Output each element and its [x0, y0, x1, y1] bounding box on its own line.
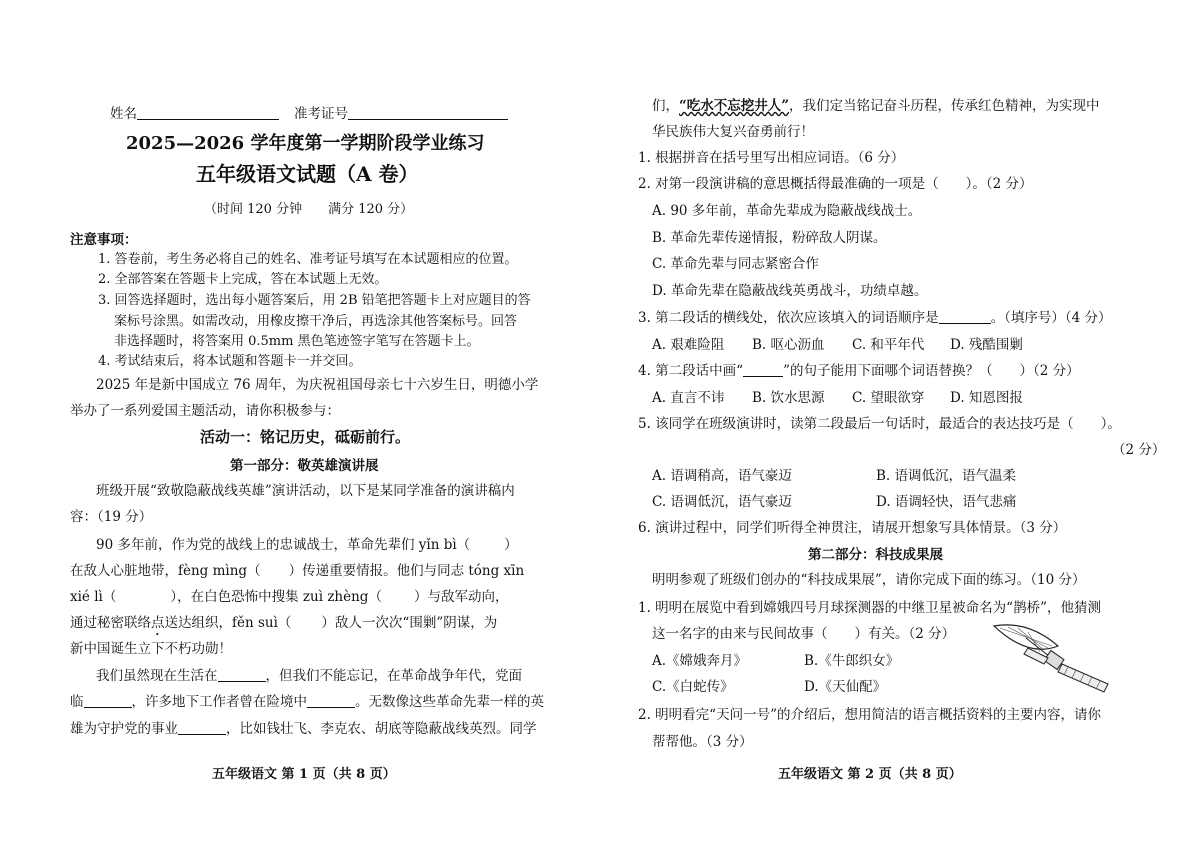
- speech-para2-line: 临 ，许多地下工作者曾在险境中 。无数像这些革命先辈一样的英: [70, 694, 544, 710]
- exam-title: 2025—2026 学年度第一学期阶段学业练习: [126, 133, 485, 154]
- option: C.《白蛇传》: [652, 679, 734, 695]
- option: B. 语调低沉，语气温柔: [876, 468, 1017, 484]
- option: A. 直言不讳: [652, 390, 725, 406]
- part1-desc: 容：（19 分）: [70, 509, 153, 525]
- blank-line: [307, 693, 355, 708]
- speech-para2-line: 我们虽然现在生活在 ，但我们不能忘记，在革命战争年代，党面: [96, 668, 522, 684]
- part2-question-1-cont: 这一名字的由来与民间故事（ ）有关。（2 分）: [652, 626, 956, 642]
- option: A. 艰难险阻: [652, 337, 725, 353]
- option: C. 语调低沉，语气豪迈: [652, 494, 792, 510]
- option: D. 革命先辈在隐蔽战线英勇战斗，功绩卓越。: [652, 283, 928, 299]
- option: D. 残酷围剿: [950, 337, 1023, 353]
- option: C. 和平年代: [852, 337, 925, 353]
- exam-id-blank: [348, 105, 508, 120]
- page-footer: 五年级语文 第 1 页（共 8 页）: [212, 767, 396, 782]
- name-blank: [137, 105, 279, 120]
- blank-line: [178, 720, 226, 735]
- option: B. 呕心沥血: [752, 337, 825, 353]
- question-5-points: （2 分）: [1112, 442, 1166, 458]
- question-4: 4. 第二段话中画“ ”的句子能用下面哪个词语替换？（ ）（2 分）: [638, 363, 1080, 379]
- question-1: 1. 根据拼音在括号里写出相应词语。（6 分）: [638, 150, 905, 166]
- intro-line: 2025 年是新中国成立 76 周年，为庆祝祖国母亲七十六岁生日，明德小学: [96, 377, 539, 393]
- notes-heading: 注意事项：: [70, 232, 138, 248]
- question-3: 3. 第二段话的横线处，依次应该填入的词语顺序是 。（填序号）（4 分）: [638, 310, 1112, 326]
- blank-line: [743, 362, 783, 377]
- note-item: 案标号涂黑。如需改动，用橡皮擦干净后，再选涂其他答案标号。回答: [114, 314, 518, 329]
- speech-continued-line: 华民族伟大复兴奋勇前行！: [652, 124, 814, 140]
- exam-meta: （时间 120 分钟 满分 120 分）: [204, 202, 414, 217]
- note-item: 4. 考试结束后，将本试题和答题卡一并交回。: [98, 354, 362, 369]
- note-item: 2. 全部答案在答题卡上完成，答在本试题上无效。: [98, 272, 388, 287]
- blank-line: [84, 693, 132, 708]
- question-2: 2. 对第一段演讲稿的意思概括得最准确的一项是（ ）。（2 分）: [638, 176, 1033, 192]
- option: C. 望眼欲穿: [852, 390, 925, 406]
- exam-id-line: [294, 104, 508, 124]
- satellite-icon: [988, 618, 1118, 698]
- option: A. 语调稍高，语气豪迈: [652, 468, 792, 484]
- part2-question-2: 2. 明明看完“天问一号”的介绍后，想用简洁的语言概括资料的主要内容，请你: [638, 707, 1101, 723]
- question-6: 6. 演讲过程中，同学们听得全神贯注，请展开想象写具体情景。（3 分）: [638, 520, 1067, 536]
- option: B. 饮水思源: [752, 390, 825, 406]
- activity-title: 活动一：铭记历史，砥砺前行。: [200, 428, 411, 446]
- speech-para1-line: 在敌人心脏地带，fèng mìng（ ）传递重要情报。他们与同志 tóng xīn: [70, 563, 525, 579]
- note-item: 3. 回答选择题时，选出每小题答案后，用 2B 铅笔把答题卡上对应题目的答: [98, 293, 531, 308]
- blank-line: [939, 309, 991, 324]
- speech-para1-line: 新中国诞生立下不朽功勋！: [70, 641, 232, 657]
- page-footer: 五年级语文 第 2 页（共 8 页）: [778, 767, 962, 782]
- speech-continued-line: 们，“吃水不忘挖井人”，我们定当铭记奋斗历程，传承红色精神，为实现中: [652, 98, 1100, 114]
- part1-title: 第一部分：敬英雄演讲展: [230, 458, 379, 474]
- exam-id-label: 准考证号: [294, 106, 348, 122]
- speech-para1-line: 90 多年前，作为党的战线上的忠诚战士，革命先辈们 yǐn bì（ ）: [96, 537, 518, 553]
- part2-question-1: 1. 明明在展览中看到嫦娥四号月球探测器的中继卫星被命名为“鹊桥”，他猜测: [638, 600, 1101, 616]
- underlined-phrase: “吃水不忘挖井人”: [679, 98, 790, 114]
- speech-para1-line: 通过秘密联络点送达组织，fěn suì（ ）敌人一次次“围剿”阴谋，为: [70, 615, 498, 631]
- option: A.《嫦娥奔月》: [652, 653, 748, 669]
- option: C. 革命先辈与同志紧密合作: [652, 256, 819, 272]
- exam-subtitle: 五年级语文试题（A 卷）: [196, 162, 419, 186]
- exam-page-2: [600, 0, 1200, 849]
- option: D. 知恩图报: [950, 390, 1023, 406]
- question-5: 5. 该同学在班级演讲时，读第二段最后一句话时，最适合的表达技巧是（ ）。: [638, 416, 1121, 432]
- option: D. 语调轻快，语气悲痛: [876, 494, 1017, 510]
- part1-desc: 班级开展“致敬隐蔽战线英雄”演讲活动，以下是某同学准备的演讲稿内: [96, 483, 515, 499]
- name-line: [110, 104, 279, 124]
- intro-line: 举办了一系列爱国主题活动，请你积极参与：: [70, 403, 340, 419]
- speech-para1-line: xié lì（ ），在白色恐怖中搜集 zuì zhèng（ ）与敌军动向，: [70, 589, 509, 605]
- option: B. 革命先辈传递情报，粉碎敌人阴谋。: [652, 230, 887, 246]
- option: D.《天仙配》: [804, 679, 887, 695]
- speech-para2-line: 雄为守护党的事业 ，比如钱壮飞、李克农、胡底等隐蔽战线英烈。同学: [70, 721, 537, 737]
- part2-title: 第二部分：科技成果展: [808, 547, 943, 563]
- name-label: 姓名: [110, 106, 137, 122]
- note-item: 非选择题时，将答案用 0.5mm 黑色笔迹签字笔写在答题卡上。: [114, 334, 480, 349]
- option: A. 90 多年前，革命先辈成为隐蔽战线战士。: [652, 203, 922, 219]
- part2-question-2-cont: 帮帮他。（3 分）: [652, 734, 753, 750]
- blank-line: [218, 667, 266, 682]
- part2-desc: 明明参观了班级们创办的“科技成果展”，请你完成下面的练习。（10 分）: [652, 572, 1086, 588]
- note-item: 1. 答卷前，考生务必将自己的姓名、准考证号填写在本试题相应的位置。: [98, 252, 518, 267]
- option: B.《牛郎织女》: [804, 653, 900, 669]
